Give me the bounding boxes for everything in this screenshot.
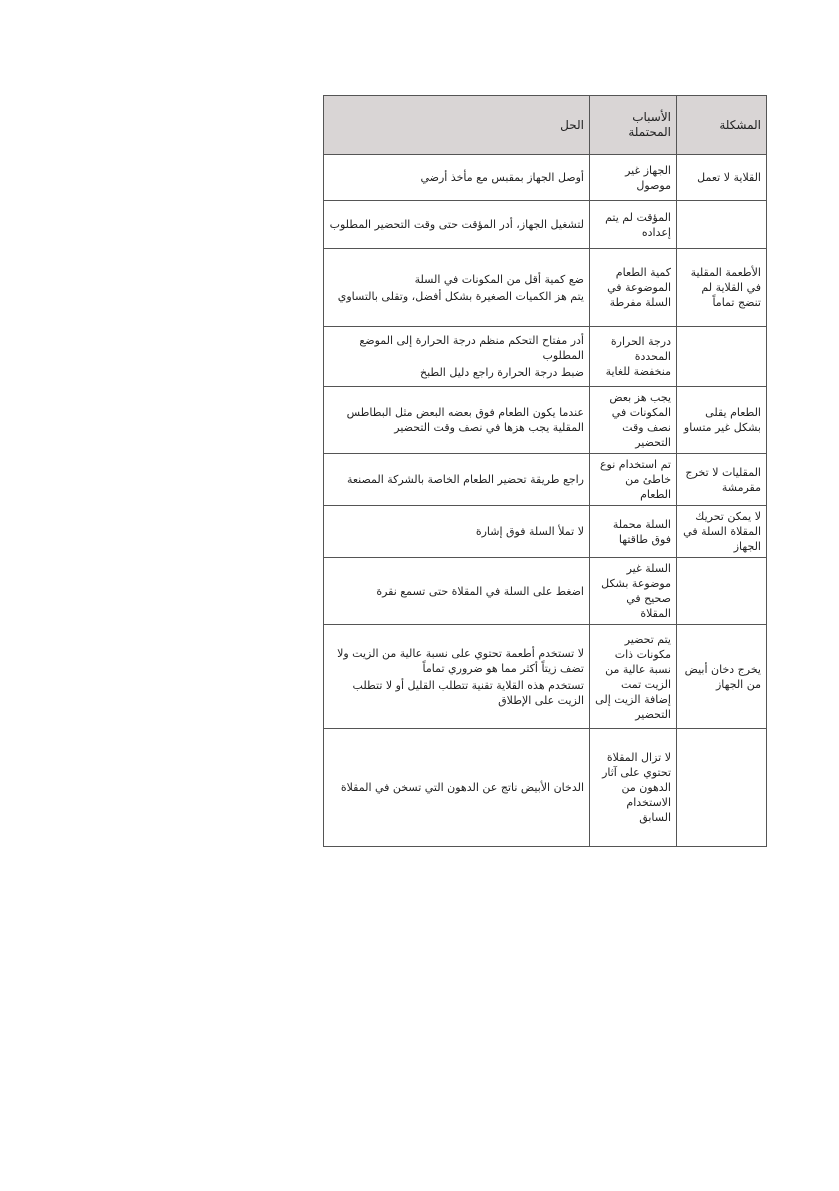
problem-cell: القلاية لا تعمل [677, 155, 767, 201]
header-problem: المشكلة [677, 96, 767, 155]
cause-cell: كمية الطعام الموضوعة في السلة مفرطة [590, 249, 677, 327]
table-row [324, 387, 767, 454]
solution-cell [324, 558, 590, 625]
problem-cell: يخرج دخان أبيض من الجهاز [677, 625, 767, 729]
cause-cell: يجب هز بعض المكونات في نصف وقت التحضير [590, 387, 677, 454]
solution-cell [324, 729, 590, 847]
cause-cell: المؤقت لم يتم إعداده [590, 201, 677, 249]
solution-line: ضع كمية أقل من المكونات في السلة [414, 272, 584, 286]
solution-cell [324, 155, 590, 201]
solution-line: يتم هز الكميات الصغيرة بشكل أفضل، وتقلى بالتساوي [337, 289, 584, 303]
solution-cell [324, 201, 590, 249]
table-row [324, 327, 767, 387]
cause-cell: الجهاز غير موصول [590, 155, 677, 201]
solution-cell [324, 249, 590, 327]
solution-line: لا تملأ السلة فوق إشارة [475, 525, 584, 538]
solution-line: ضبط درجة الحرارة راجع دليل الطبخ [420, 366, 584, 379]
problem-cell [677, 558, 767, 625]
table-row [324, 625, 767, 729]
problem-cell: لا يمكن تحريك المقلاة السلة في الجهاز [677, 506, 767, 558]
problem-cell [677, 327, 767, 387]
cause-cell: السلة محملة فوق طاقتها [590, 506, 677, 558]
solution-line: تستخدم هذه القلاية تقنية تتطلب القليل أو لا تتطلب الزيت على الإطلاق [352, 678, 584, 707]
solution-line: أوصل الجهاز بمقبس مع مأخذ أرضي [420, 171, 584, 184]
cause-cell: لا تزال المقلاة تحتوي على آثار الدهون من الاستخدام السابق [590, 729, 677, 847]
problem-cell [677, 201, 767, 249]
cause-cell: تم استخدام نوع خاطئ من الطعام [590, 454, 677, 506]
cause-cell: يتم تحضير مكونات ذات نسبة عالية من الزيت تمت إضافة الزيت إلى التحضير [590, 625, 677, 729]
problem-cell: المقليات لا تخرج مقرمشة [677, 454, 767, 506]
header-causes: الأسباب المحتملة [590, 96, 677, 155]
table-row [324, 454, 767, 506]
header-solution: الحل [324, 96, 590, 155]
cause-cell: درجة الحرارة المحددة منخفضة للغاية [590, 327, 677, 387]
table-header-row [324, 96, 767, 155]
table-body [324, 155, 767, 847]
table-row [324, 729, 767, 847]
solution-line: لا تستخدم أطعمة تحتوي على نسبة عالية من الزيت ولا تضف زيتاً أكثر مما هو ضروري تماماً [337, 646, 584, 675]
table-row [324, 155, 767, 201]
table-row [324, 201, 767, 249]
table-row [324, 249, 767, 327]
solution-line: أدر مفتاح التحكم منظم درجة الحرارة إلى الموضع المطلوب [359, 334, 584, 362]
table-row [324, 558, 767, 625]
solution-cell [324, 387, 590, 454]
solution-cell [324, 327, 590, 387]
troubleshooting-table [323, 95, 767, 847]
solution-line: لتشغيل الجهاز، أدر المؤقت حتى وقت التحضير المطلوب [329, 218, 584, 231]
solution-line: الدخان الأبيض ناتج عن الدهون التي تسخن في المقلاة [340, 781, 584, 794]
solution-line: اضغط على السلة في المقلاة حتى تسمع نقرة [376, 584, 584, 598]
solution-cell [324, 454, 590, 506]
cause-cell: السلة غير موضوعة بشكل صحيح في المقلاة [590, 558, 677, 625]
problem-cell [677, 729, 767, 847]
solution-line: راجع طريقة تحضير الطعام الخاصة بالشركة المصنعة [346, 473, 584, 486]
solution-cell [324, 625, 590, 729]
table-row [324, 506, 767, 558]
solution-line: عندما يكون الطعام فوق بعضه البعض مثل البطاطس المقلية يجب هزها في نصف وقت التحضير [346, 406, 584, 434]
solution-cell [324, 506, 590, 558]
problem-cell: الأطعمة المقلية في القلاية لم تنضج تماماً [677, 249, 767, 327]
problem-cell: الطعام يقلى بشكل غير متساو [677, 387, 767, 454]
